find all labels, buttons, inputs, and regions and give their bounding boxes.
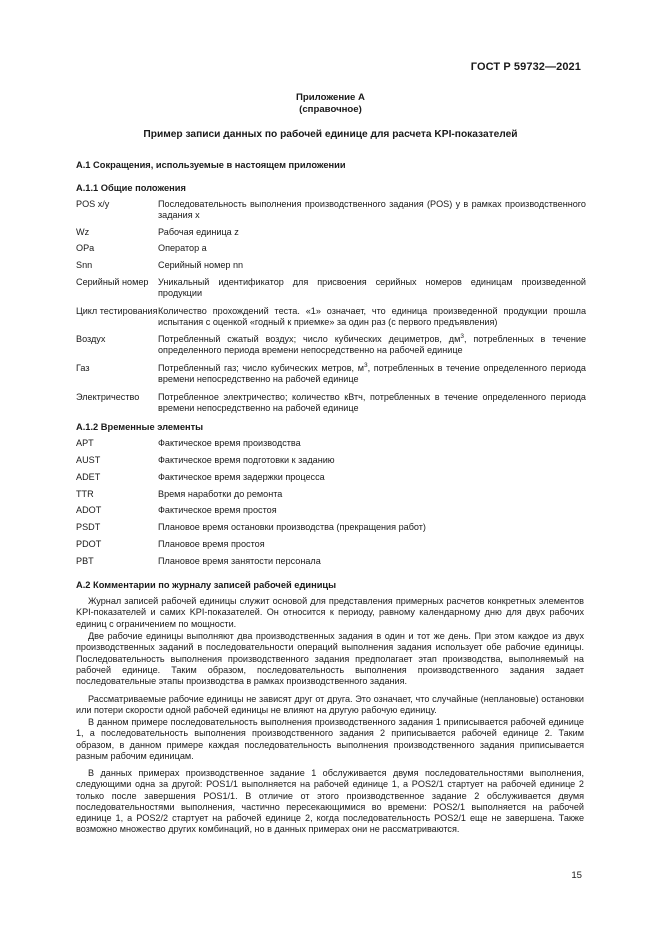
term-definition: Потребленное электричество; количество кВтч, потребленных в течение определенного периода времени непосредственно на рабочей единице	[158, 392, 586, 414]
section-a1-heading: А.1 Сокращения, используемые в настоящем приложении	[76, 160, 346, 170]
paragraph: Две рабочие единицы выполняют два производственных задания в один и тот же день. При этом каждое из двух производственных заданий в последовательности операций выполнения задания использует обе рабочие единицы. Последовательность выполнения производственного задания предполагает этап производства, выполняемый на рабочей единице. Таким образом, последовательность выполнения производственного задания задает последовательные этапы производства в рамках производственного задания.	[76, 631, 584, 687]
term: Серийный номер	[76, 277, 149, 287]
term-definition: Серийный номер nn	[158, 260, 244, 270]
term-definition: Фактическое время задержки процесса	[158, 472, 325, 482]
paragraph: Журнал записей рабочей единицы служит основой для представления примерных расчетов конкретных элементов KPI-показателей и самих KPI-показателей. Он относится к периоду, равному календарному дню для двух рабочих единиц с ограничением по мощности.	[76, 596, 584, 629]
term: Цикл тестирования	[76, 306, 158, 316]
document-code: ГОСТ Р 59732—2021	[470, 61, 581, 73]
term: Газ	[76, 363, 90, 373]
term: Электричество	[76, 392, 140, 402]
term-definition	[158, 363, 586, 386]
term-definition: Время наработки до ремонта	[158, 489, 283, 499]
page-number: 15	[571, 870, 582, 881]
term: POS x/y	[76, 199, 110, 209]
term-definition: Плановое время занятости персонала	[158, 556, 321, 566]
section-a1-2-heading: А.1.2 Временные элементы	[76, 422, 204, 432]
term-definition: Рабочая единица z	[158, 227, 239, 237]
term-definition: Количество прохождений теста. «1» означает, что единица произведенной продукции прошла испытания с оценкой «годный к приемке» за один раз (с первого предъявления)	[158, 306, 586, 328]
paragraph: В данном примере последовательность выполнения производственного задания 1 приписывается рабочей единице 1, а последовательность выполнения производственного задания 2 приписывается рабочей единице 2. Таким образом, в данном примере каждая последовательность выполнения производственного задания приписывается разным рабочим единицам.	[76, 717, 584, 761]
paragraph: В данных примерах производственное задание 1 обслуживается двумя последовательностями выполнения, следующими одна за другой: POS1/1 выполняется на рабочей единице 1, а POS2/1 стартует на рабочей единице 2 только после завершения POS1/1. В отличие от этого производственное задание 2 обслуживается двумя последовательностями выполнения, частично пересекающимися во времени: POS2/1 выполняется на рабочей единице 1, а POS2/2 стартует на рабочей единице 2, когда последовательность POS2/1 еще не завершена. Также возможно множество других комбинаций, но в данных примерах они не рассматриваются.	[76, 768, 584, 835]
term-definition: Плановое время остановки производства (прекращения работ)	[158, 522, 426, 532]
term: ADOT	[76, 505, 102, 515]
term-definition: Фактическое время простоя	[158, 505, 277, 515]
term: PSDT	[76, 522, 101, 532]
term: TTR	[76, 489, 94, 499]
term: AUST	[76, 455, 101, 465]
term: OPa	[76, 243, 95, 253]
superscript: 3	[363, 361, 368, 369]
definition-text: Потребленный сжатый воздух; число кубических дециметров, дм	[158, 334, 461, 344]
appendix-heading: Пример записи данных по рабочей единице для расчета KPI-показателей	[143, 129, 518, 140]
term-definition	[158, 334, 586, 357]
term: APT	[76, 438, 94, 448]
term: PBT	[76, 556, 94, 566]
section-a2-heading: А.2 Комментарии по журналу записей рабочей единицы	[76, 580, 337, 590]
definition-text: , потребленных в течение определенного периода времени непосредственно на рабочей единице	[158, 334, 586, 356]
definition-text: Потребленный газ; число кубических метров, м	[158, 363, 364, 373]
term-definition: Фактическое время производства	[158, 438, 301, 448]
term: PDOT	[76, 539, 102, 549]
appendix-title: Приложение А	[296, 92, 365, 103]
superscript: 3	[460, 332, 464, 340]
term-definition: Фактическое время подготовки к заданию	[158, 455, 335, 465]
term: Wz	[76, 227, 90, 237]
term: Snn	[76, 260, 93, 270]
paragraph: Рассматриваемые рабочие единицы не зависят друг от друга. Это означает, что случайные (неплановые) остановки или потери скорости одной рабочей единицы не влияют на другую рабочую единицу.	[76, 694, 584, 716]
term-definition: Оператор a	[158, 243, 207, 253]
definition-text: , потребленных в течение определенного периода времени непосредственно на рабочей единице	[158, 363, 586, 385]
term: ADET	[76, 472, 101, 482]
section-a1-1-heading: А.1.1 Общие положения	[76, 183, 186, 193]
term: Воздух	[76, 334, 106, 344]
term-definition: Плановое время простоя	[158, 539, 265, 549]
term-definition: Уникальный идентификатор для присвоения серийных номеров единицам произведенной продукции	[158, 277, 586, 299]
term-definition: Последовательность выполнения производственного задания (POS) у в рамках производственного задания x	[158, 199, 586, 221]
appendix-subtitle: (справочное)	[299, 104, 362, 115]
